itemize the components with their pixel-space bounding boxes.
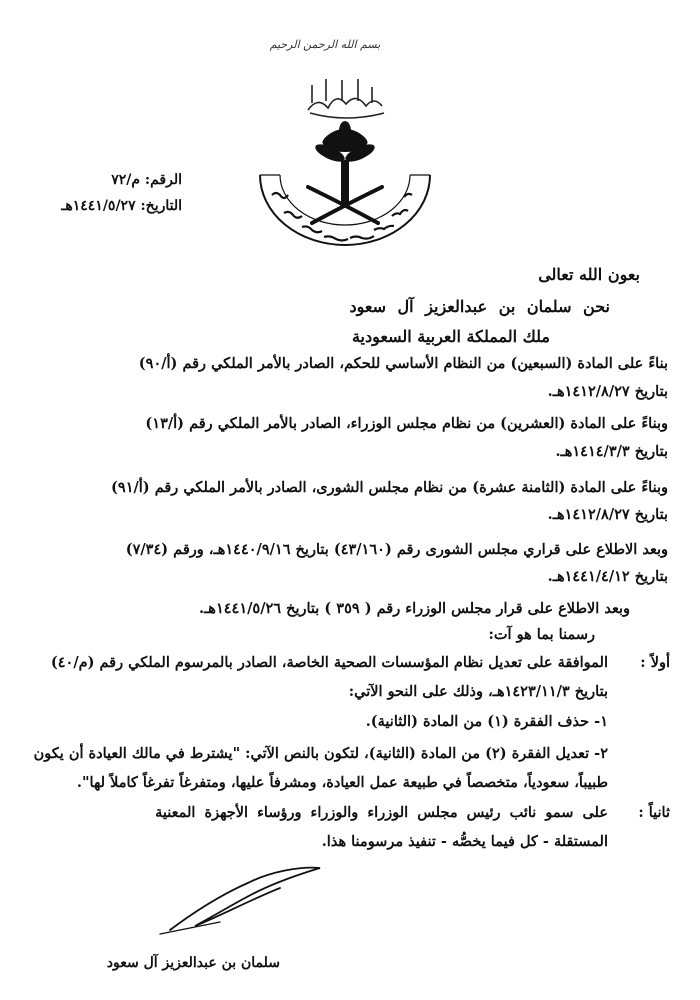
opening-line-3: ملك المملكة العربية السعودية <box>351 327 550 346</box>
basmala: بسم الله الرحمن الرحيم <box>269 38 381 51</box>
cabinet-decision-line: وبعد الاطلاع على قرار مجلس الوزراء رقم ( ٣٥٩ ) بتاريخ ١٤٤١/٥/٢٦هـ. <box>199 600 630 617</box>
shahada-calligraphy <box>308 79 384 118</box>
first-item-2-line-2: طبيباً، سعودياً، متخصصاً في طبيعة عمل العيادة، ومشرفاً عليها، ومتفرغاً تفرغاً كاملاً لها". <box>76 774 608 791</box>
first-item-2-line-1: ٢- تعديل الفقرة (٢) من المادة (الثانية)، لتكون بالنص الآتي: "يشترط في مالك العيادة أن يكون <box>33 745 608 762</box>
second-label: ثانياً : <box>638 804 670 821</box>
second-line-2: المستقلة - كل فيما يخصُّه - تنفيذ مرسومنا هذا. <box>321 833 608 850</box>
recital-1-line-2: بتاريخ ١٤١٢/٨/٢٧هـ. <box>547 383 668 400</box>
reference-date: التاريخ: ١٤٤١/٥/٢٧هـ <box>61 198 182 214</box>
recital-2-line-2: بتاريخ ١٤١٤/٣/٣هـ. <box>555 443 668 460</box>
first-line-2: بتاريخ ١٤٢٣/١١/٣هـ، وذلك على النحو الآتي: <box>348 683 608 700</box>
recital-4-line-2: بتاريخ ١٤٤١/٤/١٢هـ. <box>547 568 668 585</box>
recital-3-line-2: بتاريخ ١٤١٢/٨/٢٧هـ. <box>547 506 668 523</box>
reference-number: الرقم: م/٧٢ <box>111 172 182 188</box>
recital-4-line-1: وبعد الاطلاع على قراري مجلس الشورى رقم (٤٣/١٦٠) بتاريخ ١٤٤٠/٩/١٦هـ، ورقم (٧/٣٤) <box>125 541 668 558</box>
saudi-emblem-logo <box>250 55 440 260</box>
opening-line-1: بعون الله تعالى <box>538 265 640 284</box>
recital-1-line-1: بناءً على المادة (السبعين) من النظام الأساسي للحكم، الصادر بالأمر الملكي رقم (أ/٩٠) <box>138 355 668 372</box>
recital-2-line-1: وبناءً على المادة (العشرين) من نظام مجلس الوزراء، الصادر بالأمر الملكي رقم (أ/١٣) <box>145 415 668 432</box>
second-line-1: على سمو نائب رئيس مجلس الوزراء والوزراء ورؤساء الأجهزة المعنية <box>155 804 608 821</box>
first-item-1: ١- حذف الفقرة (١) من المادة (الثانية). <box>365 713 608 730</box>
opening-line-2: نحن سلمان بن عبدالعزيز آل سعود <box>349 297 610 316</box>
first-line-1: الموافقة على تعديل نظام المؤسسات الصحية الخاصة، الصادر بالمرسوم الملكي رقم (م/٤٠) <box>50 654 608 671</box>
handwritten-signature <box>150 860 330 940</box>
decree-intro: رسمنا بما هو آت: <box>488 626 595 643</box>
recital-3-line-1: وبناءً على المادة (الثامنة عشرة) من نظام مجلس الشورى، الصادر بالأمر الملكي رقم (أ/٩١) <box>111 479 668 496</box>
first-label: أولاً : <box>640 654 670 671</box>
signature-name: سلمان بن عبدالعزيز آل سعود <box>106 955 280 971</box>
